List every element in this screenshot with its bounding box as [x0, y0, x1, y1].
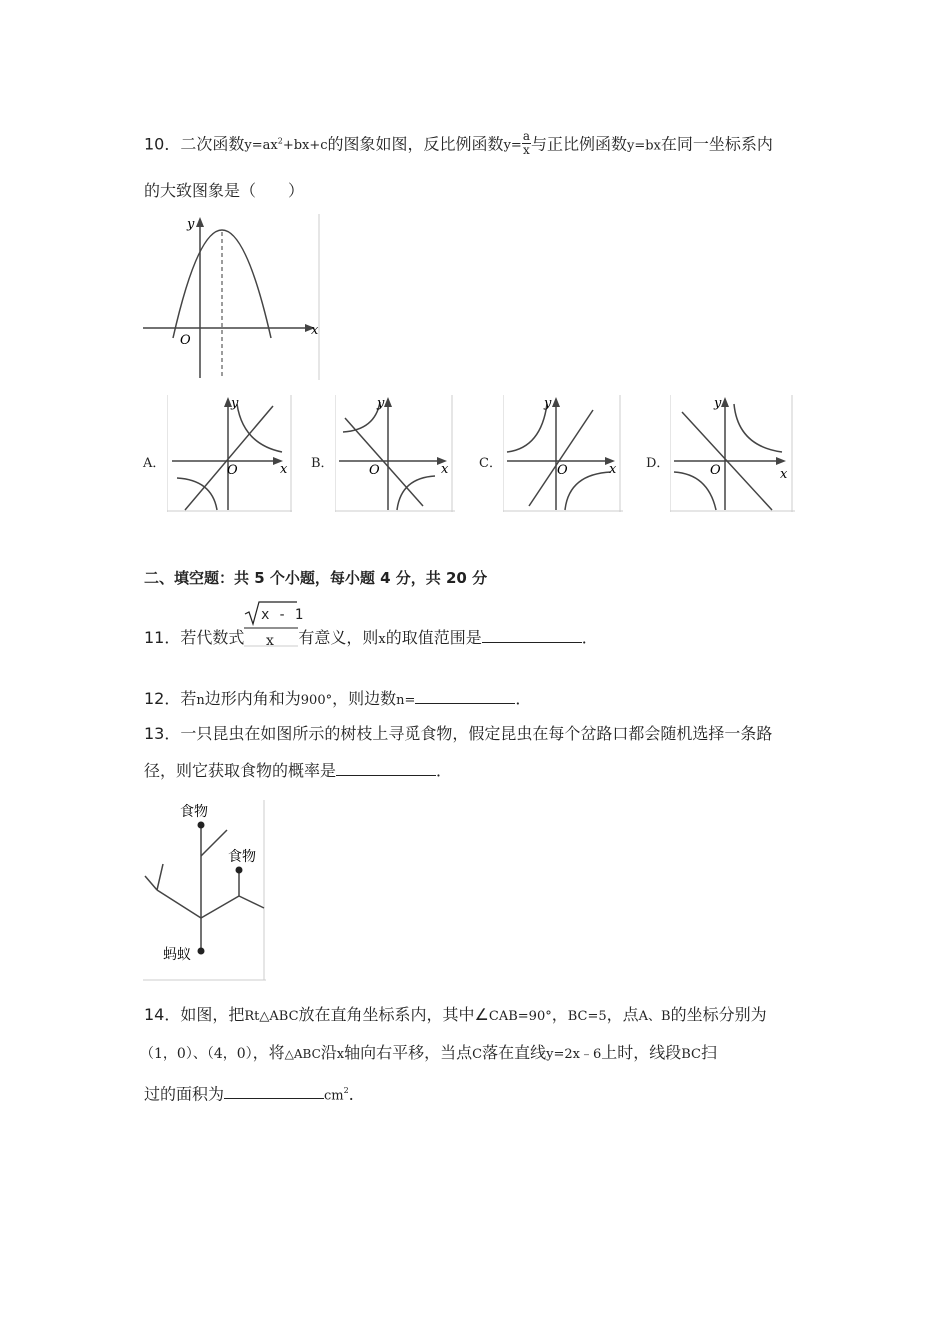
q14-line3: 过的面积为 $cm^2$．	[144, 1084, 365, 1104]
graph-y-label: y	[187, 217, 195, 232]
svg-text:x: x	[780, 467, 788, 482]
q11-radical-fraction: x - 1 x	[244, 600, 298, 648]
svg-text:O: O	[227, 463, 238, 478]
q10-formula-direct: y=bx	[626, 138, 661, 154]
q12-answer-blank[interactable]	[415, 689, 515, 704]
svg-text:x: x	[609, 462, 617, 477]
q14-answer-blank[interactable]	[224, 1084, 324, 1099]
q12-line: 12．若n边形内角和为900°，则边数n= ．	[144, 689, 532, 708]
option-b-label[interactable]: B．	[311, 456, 334, 471]
q10-text1: 二次函数	[180, 134, 245, 154]
q10-text3: 与正比例函数	[530, 134, 627, 154]
q11-answer-blank[interactable]	[482, 628, 582, 643]
q13-line2: 径，则它获取食物的概率是 ．	[144, 761, 453, 780]
q11-line: 11．若代数式 x - 1 x 有意义，则x的取值范围是 ．	[144, 627, 598, 651]
q14-line2: （1，0）、（4，0），将△ABC沿x轴向右平移，当点C落在直线y=2x﹣6上时，线段BC扫	[140, 1043, 718, 1062]
svg-text:x: x	[441, 462, 449, 477]
svg-text:y: y	[377, 396, 385, 411]
q10-line2: 的大致图象是（ ）	[144, 181, 305, 200]
q10-formula-quadratic: $y=ax^2+bx+c$	[244, 137, 328, 154]
option-d-label[interactable]: D．	[646, 456, 670, 471]
svg-text:O: O	[557, 463, 568, 478]
svg-text:y: y	[714, 396, 722, 411]
svg-text:O: O	[710, 463, 721, 478]
q13-tree-diagram	[143, 800, 268, 982]
q13-line1: 13．一只昆虫在如图所示的树枝上寻觅食物，假定昆虫在每个岔路口都会随机选择一条路	[144, 724, 773, 743]
option-a-label[interactable]: A．	[143, 456, 166, 471]
section2-title: 二、填空题：共 5 个小题，每小题 4 分，共 20 分	[144, 569, 488, 587]
q14-line1: 14．如图，把Rt△ABC放在直角坐标系内，其中∠CAB=90°，BC=5，点A、B的坐标分别为	[144, 1005, 767, 1024]
q13-answer-blank[interactable]	[336, 761, 436, 776]
q10-formula-inverse: y= $\frac{a}{x}$	[503, 129, 530, 158]
option-c-graph[interactable]	[503, 394, 623, 512]
option-d-graph[interactable]	[670, 394, 795, 512]
q10-line1	[144, 131, 773, 159]
graph-x-label: x	[311, 323, 319, 338]
graph-origin-label: O	[180, 333, 191, 348]
option-a-graph[interactable]	[167, 394, 292, 512]
q10-number: 10．	[144, 134, 181, 154]
option-b-graph[interactable]	[335, 394, 455, 512]
svg-text:y: y	[544, 396, 552, 411]
ant-label: 蚂蚁	[163, 947, 191, 963]
q10-parabola-graph	[143, 214, 321, 380]
food-label-right: 食物	[228, 849, 256, 865]
svg-text:y: y	[231, 396, 239, 411]
q10-text2: 的图象如图，反比例函数	[327, 134, 504, 154]
svg-text:x: x	[280, 462, 288, 477]
option-c-label[interactable]: C．	[479, 456, 502, 471]
food-label-top: 食物	[180, 804, 208, 820]
q10-text4: 在同一坐标系内	[660, 134, 773, 154]
svg-text:O: O	[369, 463, 380, 478]
